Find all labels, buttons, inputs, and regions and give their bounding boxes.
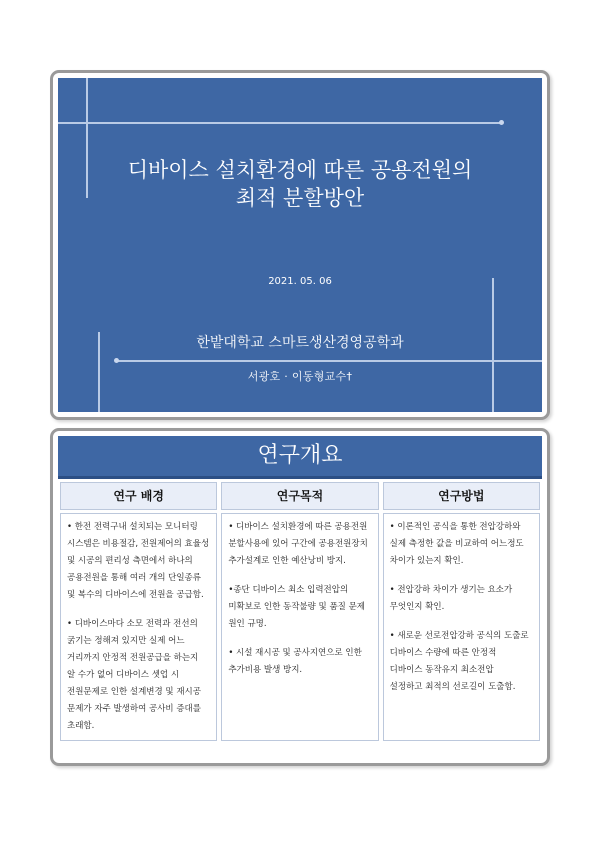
bullet-item: • 한전 전력구내 설치되는 모니터링 시스템은 비용절감, 전원제어의 효율성 및 시공의 편리성 측면에서 하나의 공용전원을 통해 여러 개의 단일종류 및 복수의 디바이스에 전원을 공급함.: [67, 522, 210, 600]
slide-title: 디바이스 설치환경에 따른 공용전원의 최적 분할방안: [127, 158, 473, 210]
column-body-method: [383, 513, 540, 741]
column-heading-background: 연구 배경: [60, 482, 217, 510]
title-slide: [50, 70, 550, 420]
bullet-item: • 디바이스 설치환경에 따른 공용전원 분할사용에 있어 구간에 공용전원장치 추가설계로 인한 예산낭비 방지.: [228, 522, 368, 566]
bullet-item: • 디바이스마다 소모 전력과 전선의 굵기는 정해져 있지만 실제 어느 거리까지 안정적 전원공급을 하는지 알 수가 없어 디바이스 셋업 시 전원문제로 인한 설계변경 및 재시공 문제가 자주 발생하여 공사비 증대를 초래함.: [67, 619, 201, 731]
title-slide-background: [58, 78, 542, 412]
header-underline: [58, 476, 542, 479]
bullet-item: • 전압강하 차이가 생기는 요소가 무엇인지 확인.: [389, 585, 513, 612]
bullet-item: • 시설 재시공 및 공사지연으로 인한 추가비용 발생 방지.: [228, 648, 362, 675]
column-heading-method: 연구방법: [383, 482, 540, 510]
top-decor-line: [58, 122, 502, 124]
column-heading-purpose: 연구목적: [221, 482, 378, 510]
overview-slide: [50, 428, 550, 766]
column-body-background: [60, 513, 217, 741]
presentation-date: 2021. 05. 06: [268, 276, 332, 287]
bullet-item: • 이론적인 공식을 통한 전압강하와 실제 측정한 값을 비교하여 어느정도 차이가 있는지 확인.: [389, 522, 524, 566]
bullet-item: •종단 디바이스 최소 입력전압의 미확보로 인한 동작불량 및 품질 문제 원인 규명.: [228, 585, 366, 629]
bottom-decor-line: [116, 360, 542, 362]
overview-header: 연구개요: [58, 436, 542, 476]
department-name: 한밭대학교 스마트생산경영공학과: [196, 335, 404, 351]
bottom-decor-dot: [114, 358, 119, 363]
overview-columns: [58, 482, 542, 741]
column-background: [60, 482, 217, 741]
top-decor-dot: [499, 120, 504, 125]
column-purpose: [221, 482, 378, 741]
column-body-purpose: [221, 513, 378, 741]
bullet-item: • 새로운 선로전압강하 공식의 도출로 디바이스 수량에 따른 안정적 디바이스 동작유지 최소전압 설정하고 최적의 선로길이 도출함.: [389, 631, 529, 692]
column-method: [383, 482, 540, 741]
author-names: 서광호 · 이동형교수†: [247, 370, 353, 383]
